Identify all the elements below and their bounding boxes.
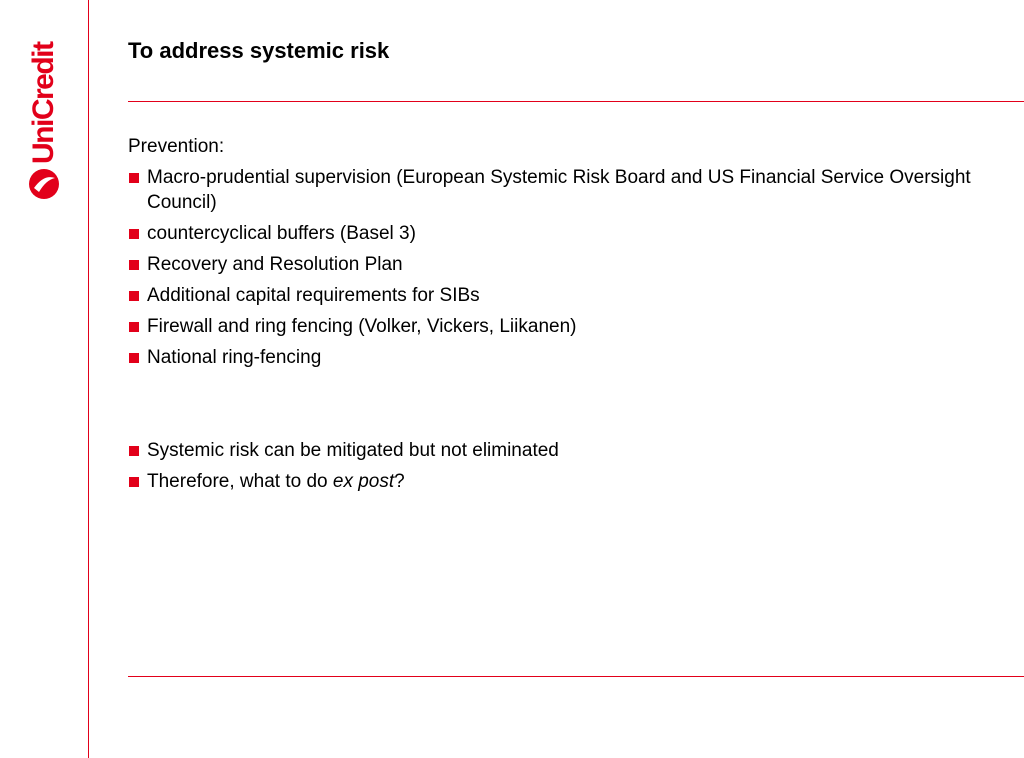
slide-content	[128, 134, 998, 500]
list-item	[128, 252, 998, 277]
list-item	[128, 283, 998, 308]
logo-mark-icon	[28, 168, 60, 200]
bullet-square-icon	[129, 477, 139, 487]
list-item	[128, 314, 998, 339]
bullet-square-icon	[129, 229, 139, 239]
list-item	[128, 345, 998, 370]
prevention-list	[128, 165, 998, 370]
list-item-text: Firewall and ring fencing (Volker, Vickers, Liikanen)	[147, 316, 577, 337]
sidebar-divider	[88, 0, 89, 758]
unicredit-logo	[26, 36, 62, 200]
list-item	[128, 221, 998, 246]
list-item-text	[147, 471, 405, 492]
list-item	[128, 165, 998, 215]
bullet-square-icon	[129, 291, 139, 301]
list-item-text: Recovery and Resolution Plan	[147, 254, 403, 275]
list-item-text: Macro-prudential supervision (European Systemic Risk Board and US Financial Service Oversight Council)	[147, 167, 971, 213]
question-emphasis: ex post	[332, 471, 395, 492]
bullet-square-icon	[129, 173, 139, 183]
list-item-text: Additional capital requirements for SIBs	[147, 285, 480, 306]
conclusion-list	[128, 438, 998, 494]
bullet-square-icon	[129, 260, 139, 270]
list-item	[128, 438, 998, 463]
question-suffix: ?	[394, 471, 405, 492]
page-title: To address systemic risk	[128, 38, 390, 63]
bullet-square-icon	[129, 446, 139, 456]
question-prefix: Therefore, what to do	[147, 471, 333, 492]
list-item-text: National ring-fencing	[147, 347, 322, 368]
spacer	[128, 376, 998, 438]
list-item-text: Systemic risk can be mitigated but not eliminated	[147, 440, 559, 461]
list-item-text: countercyclical buffers (Basel 3)	[147, 223, 416, 244]
bullet-square-icon	[129, 322, 139, 332]
bottom-divider	[128, 676, 1024, 677]
list-item	[128, 469, 998, 494]
bullet-square-icon	[129, 353, 139, 363]
top-divider	[128, 101, 1024, 102]
logo-text: UniCredit	[27, 42, 60, 164]
prevention-label: Prevention:	[128, 136, 225, 157]
